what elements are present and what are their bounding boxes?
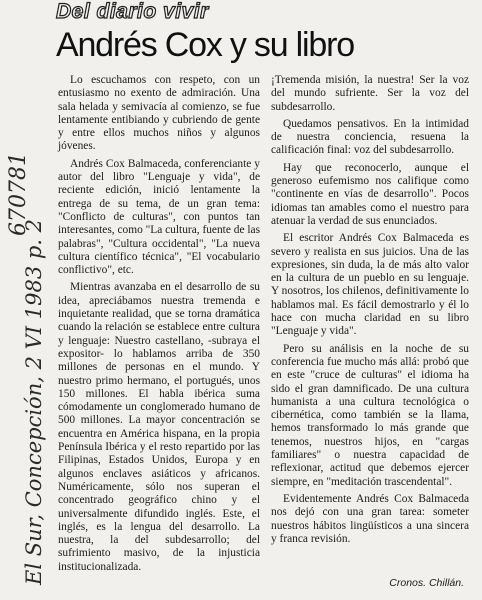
article-column-left bbox=[58, 74, 260, 578]
paragraph: Lo escuchamos con respeto, con un entusiasmo no exento de admiración. Una sala helada y semivacía al comienzo, se fue lentamente entibiando y cubriendo de gente y entre ellos muchos niños y algunos jóvenes. bbox=[58, 74, 260, 153]
handwritten-catalog-number: 670781 bbox=[6, 152, 31, 236]
byline: Cronos. Chillán. bbox=[389, 577, 464, 589]
paragraph: Pero su análisis en la noche de su conferencia fue mucho más allá: probó que en este "cruce de culturas" el idioma ha sido el gran damnificado. De una cultura humanista a una cultura tecnológica o cibernética, como también se la llama, hemos transformado lo más grande que tenemos, nuestros hijos, en "cargas familiares" o nuestra capacidad de reflexionar, actitud que debemos ejercer siempre, en "meditación trascendental". bbox=[271, 342, 469, 488]
article-column-right bbox=[271, 74, 469, 550]
section-header: Del diario vivir bbox=[56, 0, 209, 23]
paragraph: Andrés Cox Balmaceda, conferenciante y autor del libro "Lenguaje y vida", de reciente edición, inició lentamente la entrega de su tema, de un gran tema: "Conflicto de culturas", con puntos tan interesantes, como "La cultura, fuente de las palabras", "Cultura occidental", "La nueva cultura científico técnica", "El vocabulario conflictivo", etc. bbox=[58, 157, 261, 277]
paragraph: Evidentemente Andrés Cox Balmaceda nos dejó con una gran tarea: someter nuestros hábitos lingüísticos a una sincera y franca revisión. bbox=[271, 492, 469, 545]
paragraph: Mientras avanzaba en el desarrollo de su idea, apreciábamos nuestra tremenda e inquietante realidad, que se torna dramática cuando la relación se establece entre cultura y lenguaje: Nuestro castellano, -subraya el expositor- lo hablamos arriba de 350 millones de personas en el mundo. Y nuestro primo hermano, el portugués, unos 150 millones. El habla ibérica suma cómodamente un conglomerado humano de 500 millones. La mayor concentración se encuentra en América hispana, en la propia Península Ibérica y el resto repartido por las Filipinas, Estados Unidos, Europa y en algunos enclaves asiáticos y africanos. Numéricamente, sólo nos superan el concentrado geográfico chino y el universalmente difundido inglés. Este, el inglés, es la lengua del desarrollo. La nuestra, la del subdesarrollo; del sufrimiento masivo, de la injusticia institucionalizada. bbox=[58, 281, 260, 573]
paragraph: ¡Tremenda misión, la nuestra! Ser la voz del mundo sufriente. Ser la voz del subdesarrollo. bbox=[271, 74, 469, 113]
paragraph: Hay que reconocerlo, aunque el generoso eufemismo nos califique como "continente en vías de desarrollo". Pocos idiomas tan amables como el nuestro para atenuar la verdad de sus enunciados. bbox=[271, 161, 469, 227]
article-headline: Andrés Cox y su libro bbox=[56, 26, 354, 64]
paragraph: El escritor Andrés Cox Balmaceda es severo y realista en sus juicios. Una de las expresiones, sin duda, la de más alto valor en la cultura de un pueblo en su lenguaje. Y nosotros, los chilenos, definitivamente lo hablamos mal. Es fácil demostrarlo y él lo hace con mucha claridad en su libro "Lenguaje y vida". bbox=[271, 232, 469, 338]
handwritten-source-note: El Sur, Concepción, 2 VI 1983 p. 2 bbox=[22, 218, 46, 585]
paragraph: Quedamos pensativos. En la intimidad de nuestra conciencia, resuena la calificación final: voz del subdesarrollo. bbox=[271, 117, 469, 157]
